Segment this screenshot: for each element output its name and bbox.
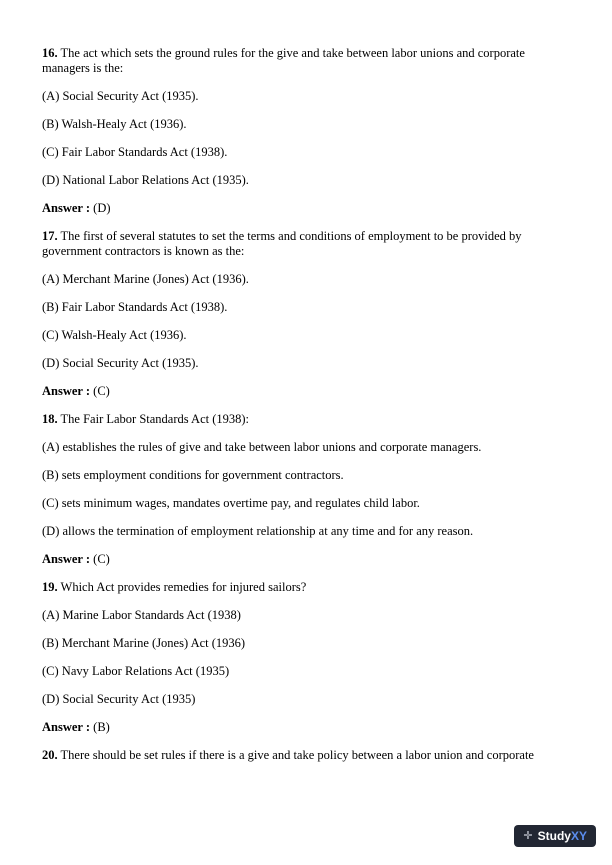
question-block xyxy=(42,412,574,567)
answer-option: (D) allows the termination of employment relationship at any time and for any reason. xyxy=(42,524,474,538)
answer-option: (B) Merchant Marine (Jones) Act (1936) xyxy=(42,636,246,650)
answer-option: (B) Fair Labor Standards Act (1938). xyxy=(42,300,228,314)
answer-option: (D) National Labor Relations Act (1935). xyxy=(42,173,249,187)
question-line xyxy=(42,748,574,763)
brand-name-xy: XY xyxy=(570,829,587,843)
question-block xyxy=(42,46,574,216)
answer-line xyxy=(42,720,574,735)
answer-option: (B) Walsh-Healy Act (1936). xyxy=(42,117,187,131)
question-line xyxy=(42,46,574,76)
question-number: 17. xyxy=(42,229,58,243)
answer-option: (C) Fair Labor Standards Act (1938). xyxy=(42,145,228,159)
answer-option: (D) Social Security Act (1935). xyxy=(42,356,199,370)
question-line xyxy=(42,229,574,259)
question-block xyxy=(42,580,574,735)
question-text: The Fair Labor Standards Act (1938): xyxy=(60,412,250,426)
question-number: 16. xyxy=(42,46,58,60)
answer-value: (C) xyxy=(93,384,110,398)
question-block xyxy=(42,229,574,399)
answer-label: Answer : xyxy=(42,384,91,398)
answer-label: Answer : xyxy=(42,720,91,734)
question-block xyxy=(42,748,574,763)
answer-line xyxy=(42,201,574,216)
answer-line xyxy=(42,552,574,567)
answer-value: (B) xyxy=(93,720,110,734)
studyxy-logo-badge xyxy=(514,825,596,847)
question-line xyxy=(42,580,574,595)
question-number: 19. xyxy=(42,580,58,594)
answer-value: (C) xyxy=(93,552,110,566)
answer-option: (A) Social Security Act (1935). xyxy=(42,89,199,103)
answer-option: (C) Walsh-Healy Act (1936). xyxy=(42,328,187,342)
answer-value: (D) xyxy=(93,201,111,215)
answer-option: (D) Social Security Act (1935) xyxy=(42,692,196,706)
answer-line xyxy=(42,384,574,399)
plus-icon: ✛ xyxy=(523,830,533,842)
question-text: The act which sets the ground rules for the give and take between labor unions and corporate managers is the: xyxy=(42,46,525,75)
answer-option: (A) establishes the rules of give and take between labor unions and corporate managers. xyxy=(42,440,482,454)
question-line xyxy=(42,412,574,427)
answer-label: Answer : xyxy=(42,201,91,215)
question-text: The first of several statutes to set the terms and conditions of employment to be provided by government contractors is known as the: xyxy=(42,229,522,258)
answer-option: (A) Marine Labor Standards Act (1938) xyxy=(42,608,241,622)
question-text: There should be set rules if there is a give and take policy between a labor union and corporate xyxy=(60,748,534,762)
question-number: 18. xyxy=(42,412,58,426)
answer-option: (C) Navy Labor Relations Act (1935) xyxy=(42,664,230,678)
answer-option: (A) Merchant Marine (Jones) Act (1936). xyxy=(42,272,249,286)
answer-option: (C) sets minimum wages, mandates overtime pay, and regulates child labor. xyxy=(42,496,420,510)
brand-name-study: Study xyxy=(537,829,571,843)
question-text: Which Act provides remedies for injured sailors? xyxy=(60,580,307,594)
question-number: 20. xyxy=(42,748,58,762)
answer-label: Answer : xyxy=(42,552,91,566)
answer-option: (B) sets employment conditions for government contractors. xyxy=(42,468,344,482)
brand-name xyxy=(538,829,587,843)
